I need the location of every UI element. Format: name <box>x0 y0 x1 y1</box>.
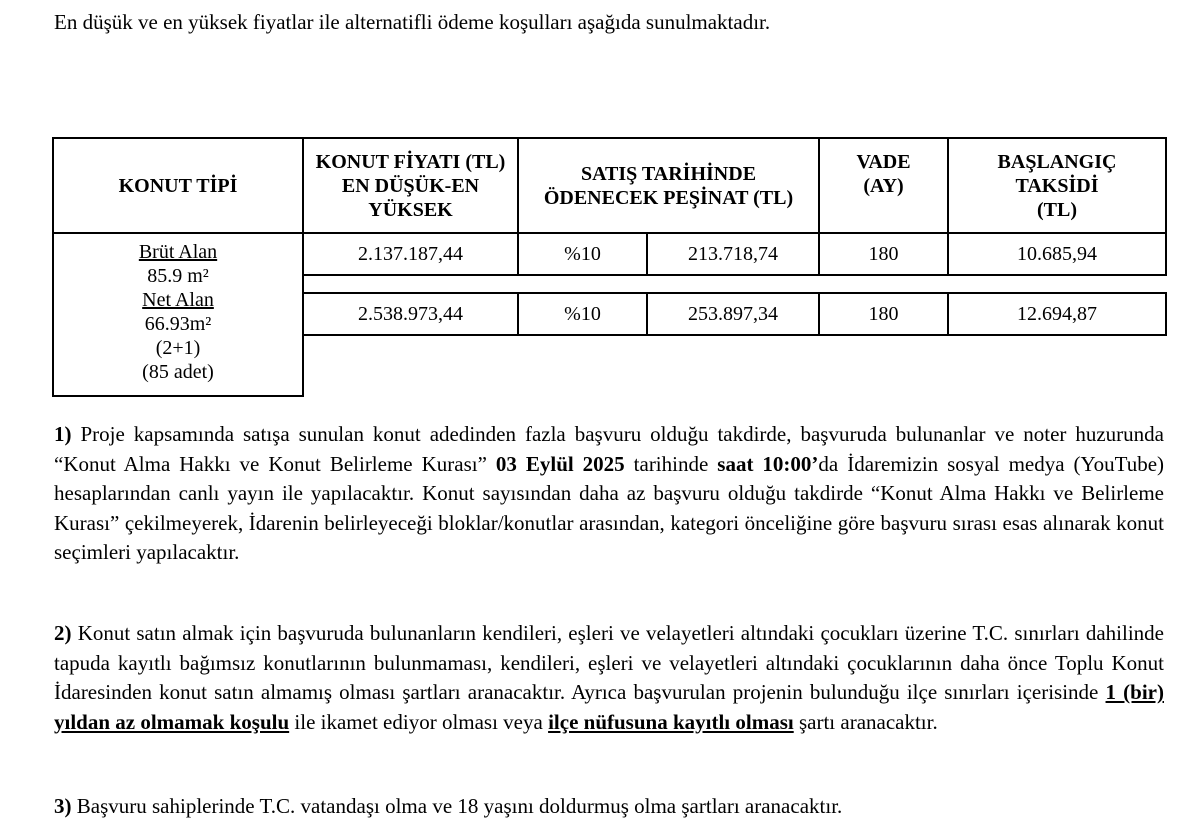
row2-taksit: 12.694,87 <box>1017 302 1097 325</box>
row1-taksit: 10.685,94 <box>1017 242 1097 265</box>
net-alan-value: 66.93m² <box>144 313 212 335</box>
row1-vade: 180 <box>868 242 899 265</box>
paragraph-1: 1) Proje kapsamında satışa sunulan konut adedinden fazla başvuru olduğu takdirde, başvuruda bulunanlar ve noter huzurunda “Konut Alma Hakkı ve Konut Belirleme Kurası” 03 Eylül 2025 tarihinde saat 10:00’da İdaremizin sosyal medya (YouTube) hesaplarından canlı yayın ile yapılacaktır. Konut sayısından daha az başvuru olduğu takdirde “Konut Alma Hakkı ve Belirleme Kurası” çekilmeyerek, İdarenin belirleyeceği bloklar/konutlar arasından, kategori önceliğine göre başvuru sırası esas alınarak konut seçimleri yapılacaktır. <box>54 422 1165 564</box>
unit-count: (85 adet) <box>142 361 214 383</box>
p2-condition-2: ilçe nüfusuna kayıtlı olması <box>548 709 794 734</box>
header-baslangic-taksidi: BAŞLANGIÇ TAKSİDİ (TL) <box>997 150 1117 221</box>
p3-number: 3) <box>54 794 72 818</box>
konut-tipi-content <box>54 240 302 384</box>
brut-alan-value: 85.9 m² <box>147 265 209 287</box>
p1-date: 03 Eylül 2025 <box>495 451 625 476</box>
row1-pesinat: 213.718,74 <box>688 242 778 265</box>
row2-fiyat: 2.538.973,44 <box>358 302 463 325</box>
row2-pesinat: 253.897,34 <box>688 302 778 325</box>
p1-time: saat 10:00’ <box>717 451 819 476</box>
brut-alan-label: Brüt Alan <box>138 241 218 263</box>
header-konut-tipi: KONUT TİPİ <box>118 174 238 197</box>
p2-condition-1: 1 (bir) yıldan az olmamak koşulu <box>54 680 1164 734</box>
paragraph-2: 2) Konut satın almak için başvuruda bulunanların kendileri, eşleri ve velayetleri altındaki çocukları üzerine T.C. sınırları dahilinde tapuda kayıtlı bağımsız konutlarının bulunmaması, kendileri, eşleri ve velayetleri altındaki çocuklarının daha önce Toplu Konut İdaresinden konut satın almamış olması şartları aranacaktır. Ayrıca başvurulan projenin bulunduğu ilçe sınırları içerisinde 1 (bir) yıldan az olmamak koşulu ile ikamet ediyor olması veya ilçe nüfusuna kayıtlı olması şartı aranacaktır. <box>54 621 1164 734</box>
row1-fiyat: 2.137.187,44 <box>358 242 463 265</box>
p1-number: 1) <box>54 422 72 446</box>
p2-number: 2) <box>54 621 72 645</box>
row2-oran: %10 <box>564 302 601 325</box>
net-alan-label: Net Alan <box>142 289 214 311</box>
row1-oran: %10 <box>564 242 601 265</box>
paragraph-3: 3) Başvuru sahiplerinde T.C. vatandaşı olma ve 18 yaşını doldurmuş olma şartları aranacaktır. <box>54 794 843 818</box>
header-pesinat: SATIŞ TARİHİNDE ÖDENECEK PEŞİNAT (TL) <box>543 162 794 209</box>
intro-text: En düşük ve en yüksek fiyatlar ile alternatifli ödeme koşulları aşağıda sunulmaktadır. <box>54 10 771 34</box>
row2-vade: 180 <box>868 302 899 325</box>
header-vade: VADE (AY) <box>856 151 911 197</box>
header-konut-fiyati: KONUT FİYATI (TL) EN DÜŞÜK-EN YÜKSEK <box>315 150 506 221</box>
room-count: (2+1) <box>155 337 201 359</box>
